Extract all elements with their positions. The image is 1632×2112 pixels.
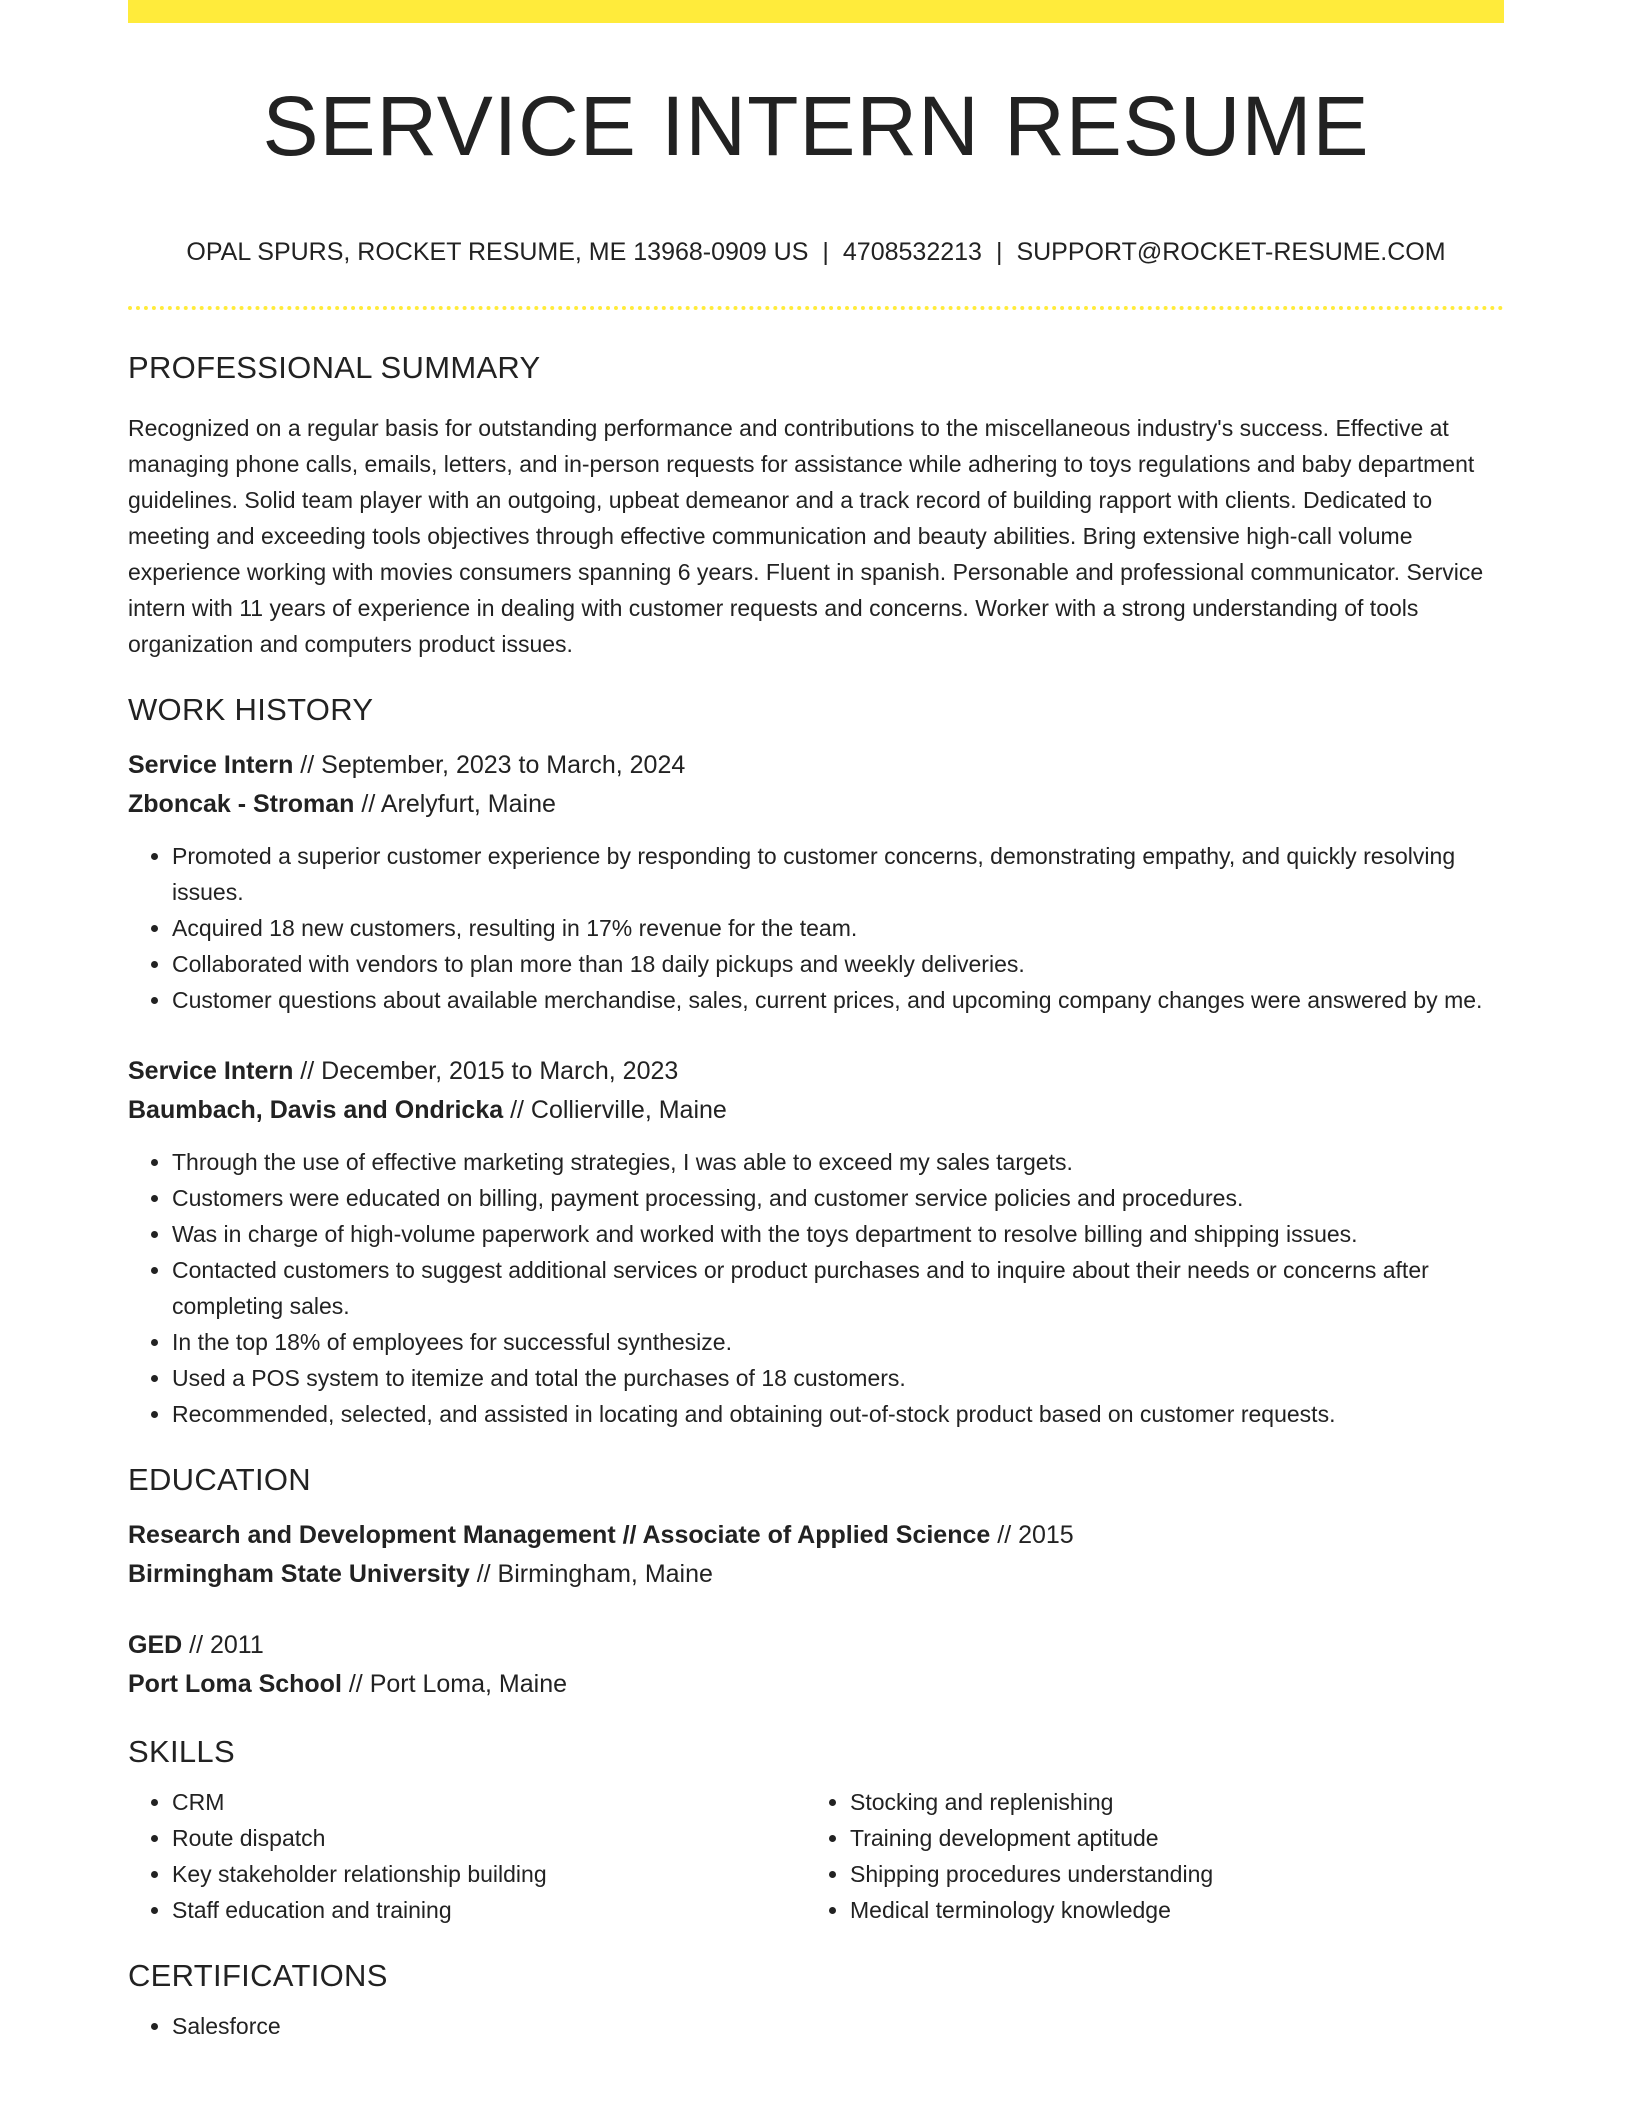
job-title: Service Intern <box>128 751 294 779</box>
degree-line <box>128 1516 1504 1555</box>
education-section <box>128 1462 1504 1704</box>
degree: Research and Development Management // Associate of Applied Science <box>128 1521 991 1549</box>
school: Birmingham State University <box>128 1560 470 1588</box>
list-item: • Staff education and training <box>172 1892 806 1928</box>
list-item: • Shipping procedures understanding <box>850 1856 1484 1892</box>
list-item: • Medical terminology knowledge <box>850 1892 1484 1928</box>
degree-year: // 2015 <box>990 1521 1074 1549</box>
list-item: • Contacted customers to suggest additional services or product purchases and to inquire about their needs or concerns after completing sales. <box>172 1252 1504 1324</box>
job-entry <box>128 1052 1504 1432</box>
job-company-line <box>128 785 1504 824</box>
list-item: • Promoted a superior customer experience by responding to customer concerns, demonstrating empathy, and quickly resolving issues. <box>172 838 1504 910</box>
job-title-line <box>128 746 1504 785</box>
list-item: • Collaborated with vendors to plan more than 18 daily pickups and weekly deliveries. <box>172 946 1504 982</box>
list-item: • Salesforce <box>172 2008 1504 2044</box>
job-company: Zboncak - Stroman <box>128 790 355 818</box>
skills-left-column <box>128 1784 806 1928</box>
school-line <box>128 1665 1504 1704</box>
list-item: • Training development aptitude <box>850 1820 1484 1856</box>
degree-year: // 2011 <box>182 1631 264 1659</box>
contact-address: OPAL SPURS, ROCKET RESUME, ME 13968-0909 US <box>186 238 809 266</box>
certifications-heading: CERTIFICATIONS <box>128 1958 388 1993</box>
list-item: • Acquired 18 new customers, resulting in 17% revenue for the team. <box>172 910 1504 946</box>
education-heading: EDUCATION <box>128 1462 311 1497</box>
work-history-section <box>128 692 1504 1432</box>
certifications-section <box>128 1958 1504 2044</box>
job-company-line <box>128 1091 1504 1130</box>
skills-heading: SKILLS <box>128 1734 235 1769</box>
resume-title: SERVICE INTERN RESUME <box>262 79 1370 173</box>
skills-right-column <box>806 1784 1484 1928</box>
contact-email[interactable]: SUPPORT@ROCKET-RESUME.COM <box>1016 238 1446 266</box>
skills-section <box>128 1734 1504 1928</box>
dotted-divider <box>128 306 1504 310</box>
contact-line <box>128 238 1504 267</box>
degree-line <box>128 1626 1504 1665</box>
degree: GED <box>128 1631 183 1659</box>
list-item: • Through the use of effective marketing strategies, I was able to exceed my sales targets. <box>172 1144 1504 1180</box>
job-dates: // September, 2023 to March, 2024 <box>293 751 686 779</box>
job-title: Service Intern <box>128 1057 294 1085</box>
school-location: // Birmingham, Maine <box>469 1560 713 1588</box>
job-location: // Arelyfurt, Maine <box>354 790 556 818</box>
contact-separator: | <box>995 238 1003 266</box>
summary-heading: PROFESSIONAL SUMMARY <box>128 350 541 385</box>
list-item: • CRM <box>172 1784 806 1820</box>
list-item: • Stocking and replenishing <box>850 1784 1484 1820</box>
job-title-line <box>128 1052 1504 1091</box>
summary-section <box>128 350 1504 662</box>
summary-text: Recognized on a regular basis for outstanding performance and contributions to the miscellaneous industry's success. Effective at managing phone calls, emails, letters, and in-person requests for assistance while adhering to toys regulations and baby department guidelines. Solid team player with an outgoing, upbeat demeanor and a track record of building rapport with clients. Dedicated to meeting and exceeding tools objectives through effective communication and beauty abilities. Bring extensive high-call volume experience working with movies consumers spanning 6 years. Fluent in spanish. Personable and professional communicator. Service intern with 11 years of experience in dealing with customer requests and concerns. Worker with a strong understanding of tools organization and computers product issues. <box>128 415 1484 657</box>
list-item: • Customers were educated on billing, payment processing, and customer service policies and procedures. <box>172 1180 1504 1216</box>
education-entry <box>128 1626 1504 1704</box>
certifications-list <box>128 2008 1504 2044</box>
list-item: • Used a POS system to itemize and total the purchases of 18 customers. <box>172 1360 1504 1396</box>
contact-phone: 4708532213 <box>842 238 982 266</box>
school-line <box>128 1555 1504 1594</box>
school-location: // Port Loma, Maine <box>341 1670 568 1698</box>
education-entry <box>128 1516 1504 1594</box>
top-accent-bar <box>128 0 1504 23</box>
list-item: • Route dispatch <box>172 1820 806 1856</box>
skills-columns <box>128 1784 1504 1928</box>
list-item: • Key stakeholder relationship building <box>172 1856 806 1892</box>
job-company: Baumbach, Davis and Ondricka <box>128 1096 504 1124</box>
list-item: • Was in charge of high-volume paperwork and worked with the toys department to resolve billing and shipping issues. <box>172 1216 1504 1252</box>
list-item: • In the top 18% of employees for successful synthesize. <box>172 1324 1504 1360</box>
job-bullets <box>128 1144 1504 1432</box>
school: Port Loma School <box>128 1670 342 1698</box>
list-item: • Recommended, selected, and assisted in locating and obtaining out-of-stock product based on customer requests. <box>172 1396 1504 1432</box>
job-bullets <box>128 838 1504 1018</box>
resume-body <box>128 350 1504 2044</box>
job-location: // Collierville, Maine <box>503 1096 727 1124</box>
job-dates: // December, 2015 to March, 2023 <box>293 1057 679 1085</box>
contact-separator: | <box>822 238 829 266</box>
list-item: • Customer questions about available merchandise, sales, current prices, and upcoming company changes were answered by me. <box>172 982 1504 1018</box>
work-history-heading: WORK HISTORY <box>128 692 374 727</box>
job-entry <box>128 746 1504 1018</box>
